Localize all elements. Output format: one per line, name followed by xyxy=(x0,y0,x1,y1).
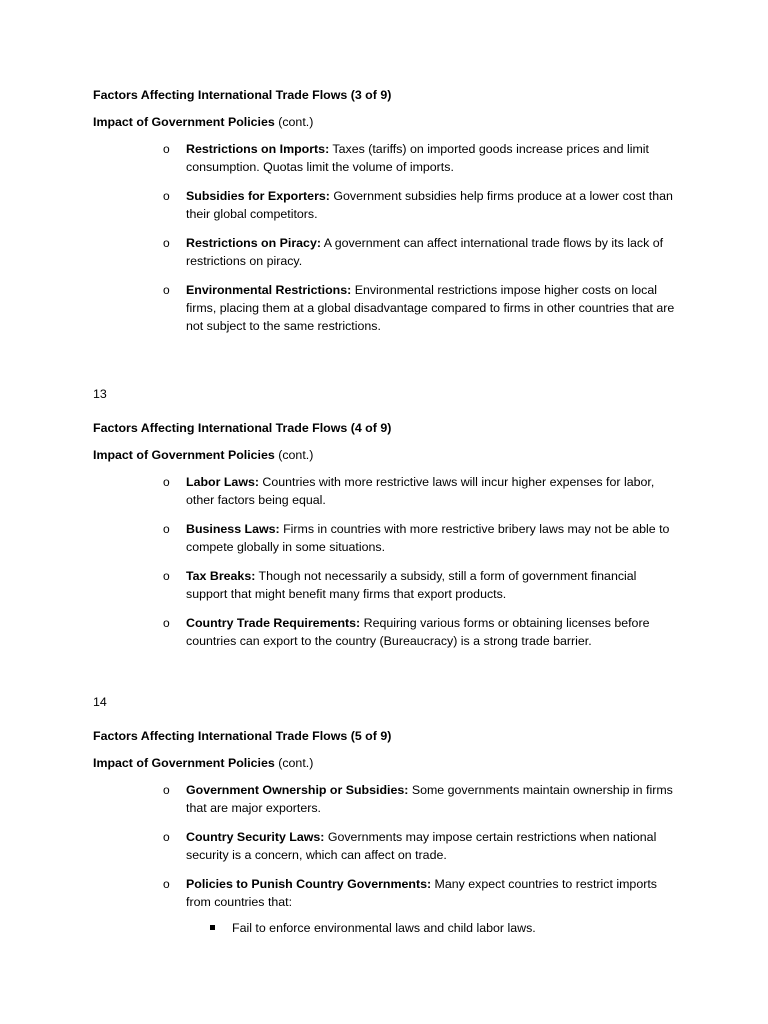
item-term: Country Trade Requirements: xyxy=(186,616,361,630)
list-item xyxy=(93,781,681,817)
section-subtitle xyxy=(93,755,693,771)
item-text: Firms in countries with more restrictive bribery laws may not be able to compete globally in some situations. xyxy=(186,522,670,554)
item-text: Governments may impose certain restrictions when national security is a concern, which can affect on trade. xyxy=(186,830,657,862)
item-term: Policies to Punish Country Governments: xyxy=(186,877,432,891)
circle-bullet-icon: o xyxy=(163,616,170,630)
item-term: Business Laws: xyxy=(186,522,280,536)
bullet-list xyxy=(93,140,693,335)
list-item xyxy=(93,614,681,650)
subtitle-rest: (cont.) xyxy=(274,448,314,462)
list-item xyxy=(93,520,681,556)
circle-bullet-icon: o xyxy=(163,142,170,156)
section-subtitle xyxy=(93,114,693,130)
list-item xyxy=(93,473,681,509)
item-text: Taxes (tariffs) on imported goods increase prices and limit consumption. Quotas limit the volume of imports. xyxy=(186,142,649,174)
section-title: Factors Affecting International Trade Flows (3 of 9) xyxy=(93,88,392,102)
item-term: Restrictions on Piracy: xyxy=(186,236,321,250)
circle-bullet-icon: o xyxy=(163,283,170,297)
circle-bullet-icon: o xyxy=(163,236,170,250)
item-text: Environmental restrictions impose higher costs on local firms, placing them at a global disadvantage compared to firms in other countries that are not subject to the same restrictions. xyxy=(186,283,675,333)
item-text: Though not necessarily a subsidy, still a form of government financial support that might benefit many firms that export products. xyxy=(186,569,637,601)
slide-number: 14 xyxy=(93,695,107,709)
subtitle-bold: Impact of Government Policies xyxy=(93,756,275,770)
sub-item-text: Fail to enforce environmental laws and child labor laws. xyxy=(232,921,536,935)
circle-bullet-icon: o xyxy=(163,569,170,583)
item-term: Labor Laws: xyxy=(186,475,259,489)
bullet-list xyxy=(93,473,693,650)
slide-section-13 xyxy=(93,386,693,661)
item-text: Requiring various forms or obtaining licenses before countries can export to the country (Bureaucracy) is a strong trade barrier. xyxy=(186,616,650,648)
slide-section-3 xyxy=(93,87,693,346)
item-text: Many expect countries to restrict imports from countries that: xyxy=(186,877,657,909)
item-text: A government can affect international trade flows by its lack of restrictions on piracy. xyxy=(186,236,664,268)
list-item xyxy=(93,828,681,864)
list-item xyxy=(93,234,681,270)
subtitle-rest: (cont.) xyxy=(274,756,314,770)
circle-bullet-icon: o xyxy=(163,475,170,489)
section-title: Factors Affecting International Trade Flows (4 of 9) xyxy=(93,421,392,435)
bullet-list xyxy=(93,781,693,937)
item-text: Some governments maintain ownership in firms that are major exporters. xyxy=(186,783,673,815)
list-item xyxy=(93,281,681,335)
item-text: Countries with more restrictive laws will incur higher expenses for labor, other factors being equal. xyxy=(186,475,655,507)
subtitle-rest: (cont.) xyxy=(274,115,314,129)
item-term: Government Ownership or Subsidies: xyxy=(186,783,409,797)
subtitle-bold: Impact of Government Policies xyxy=(93,448,275,462)
section-title: Factors Affecting International Trade Flows (5 of 9) xyxy=(93,729,392,743)
item-term: Restrictions on Imports: xyxy=(186,142,330,156)
item-term: Tax Breaks: xyxy=(186,569,256,583)
list-item xyxy=(93,567,681,603)
slide-number: 13 xyxy=(93,387,107,401)
sub-list-item xyxy=(186,919,681,937)
list-item xyxy=(93,140,681,176)
section-subtitle xyxy=(93,447,693,463)
sub-bullet-list xyxy=(186,919,681,937)
subtitle-bold: Impact of Government Policies xyxy=(93,115,275,129)
square-bullet-icon xyxy=(210,925,215,930)
item-text: Government subsidies help firms produce at a lower cost than their global competitors. xyxy=(186,189,673,221)
list-item xyxy=(93,875,681,937)
slide-section-14 xyxy=(93,694,693,948)
circle-bullet-icon: o xyxy=(163,189,170,203)
circle-bullet-icon: o xyxy=(163,522,170,536)
item-term: Subsidies for Exporters: xyxy=(186,189,330,203)
item-term: Environmental Restrictions: xyxy=(186,283,352,297)
item-term: Country Security Laws: xyxy=(186,830,325,844)
list-item xyxy=(93,187,681,223)
circle-bullet-icon: o xyxy=(163,830,170,844)
circle-bullet-icon: o xyxy=(163,877,170,891)
circle-bullet-icon: o xyxy=(163,783,170,797)
